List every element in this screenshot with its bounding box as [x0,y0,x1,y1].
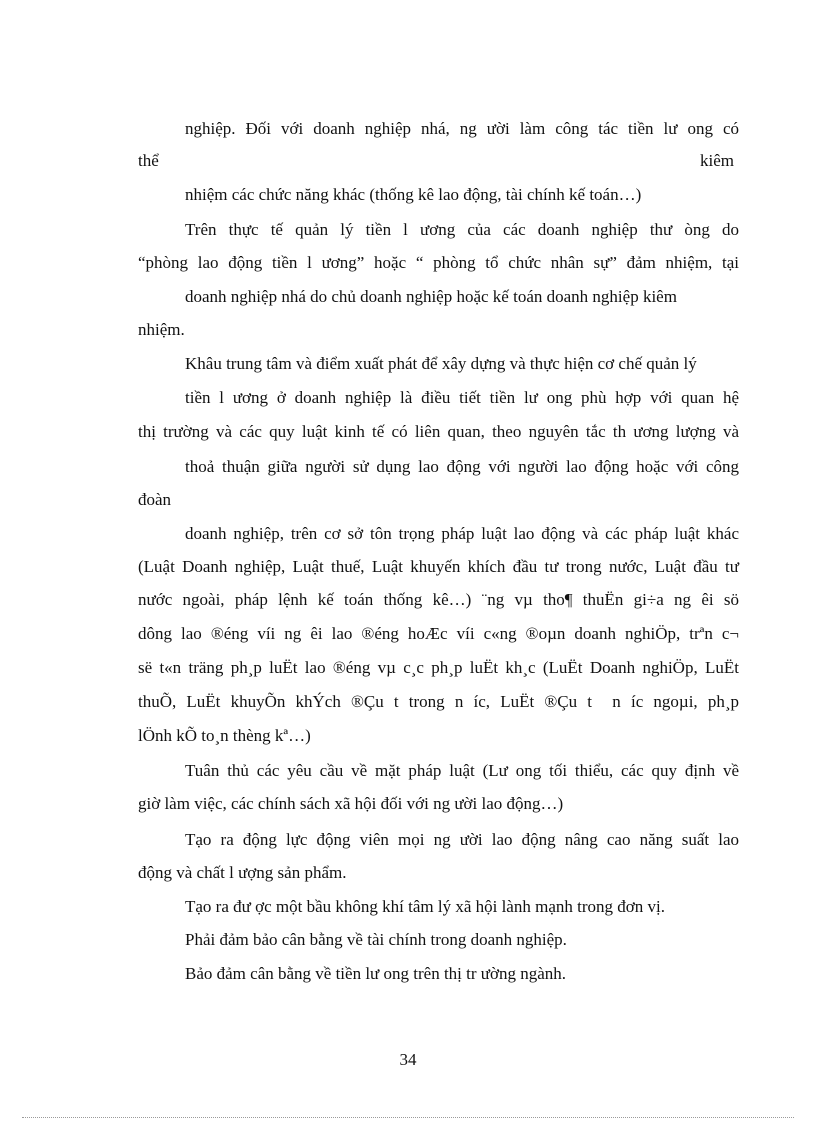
text-line: doanh nghiệp nhá do chủ doanh nghiệp hoặc kế toán doanh nghiệp kiêm [185,287,677,306]
text-line: Tạo ra đư ợc một bầu không khí tâm lý xã hội lành mạnh trong đơn vị. [185,897,665,916]
text-line: dông lao ®éng víi ng êi lao ®éng hoÆc víi c«ng ®oµn doanh nghiÖp, trªn c¬ [138,624,739,643]
text-line: doanh nghiệp, trên cơ sở tôn trọng pháp luật lao động và các pháp luật khác [185,524,739,543]
text-line: Phải đảm bảo cân bằng về tài chính trong doanh nghiệp. [185,930,567,949]
text-line: Tạo ra động lực động viên mọi ng ười lao động nâng cao năng suất lao [185,830,739,849]
text-line: thể [138,151,159,170]
text-line: nước ngoài, pháp lệnh kế toán thống kê…) ¨ng vµ tho¶ thuËn gi÷a ng êi sö [138,590,739,609]
text-line: “phòng lao động tiền l ương” hoặc “ phòng tổ chức nhân sự” đảm nhiệm, tại [138,253,739,272]
text-line: Tuân thủ các yêu cầu về mặt pháp luật (Lư ong tối thiểu, các quy định về [185,761,739,780]
text-line: kiêm [700,151,734,170]
text-line: lÖnh kÕ to¸n thèng kª…) [138,726,311,745]
text-line: Khâu trung tâm và điểm xuất phát để xây dựng và thực hiện cơ chế quản lý [185,354,697,373]
text-line: nghiệp. Đối với doanh nghiệp nhá, ng ười làm công tác tiền lư ong có [185,119,739,138]
text-line: thị trường và các quy luật kinh tế có liên quan, theo nguyên tắc th ương lượng và [138,422,739,441]
text-line: (Luật Doanh nghiệp, Luật thuế, Luật khuyến khích đầu tư trong nước, Luật đầu tư [138,557,739,576]
text-line: thuÕ, LuËt khuyÕn khÝch ®Çu t trong n íc, LuËt ®Çu t n íc ngoµi, ph¸p [138,692,739,711]
text-line: giờ làm việc, các chính sách xã hội đối với ng ười lao động…) [138,794,564,813]
text-line: Bảo đảm cân bằng về tiền lư ong trên thị tr ường ngành. [185,964,567,983]
footer-divider [22,1117,794,1118]
text-line: së t«n träng ph¸p luËt lao ®éng vµ c¸c ph¸p luËt kh¸c (LuËt Doanh nghiÖp, LuËt [138,658,739,677]
text-line: đoàn [138,490,172,509]
text-line: động và chất l ượng sản phẩm. [138,863,347,882]
text-line: Trên thực tế quản lý tiền l ương của các doanh nghiệp thư òng do [185,220,739,239]
text-line: tiền l ương ở doanh nghiệp là điều tiết tiền lư ong phù hợp với quan hệ [185,388,739,407]
text-line: nhiệm các chức năng khác (thống kê lao động, tài chính kế toán…) [185,185,642,204]
text-line: thoả thuận giữa người sử dụng lao động với người lao động hoặc với công [185,457,739,476]
page-number: 34 [399,1050,417,1069]
text-line: nhiệm. [138,320,185,339]
